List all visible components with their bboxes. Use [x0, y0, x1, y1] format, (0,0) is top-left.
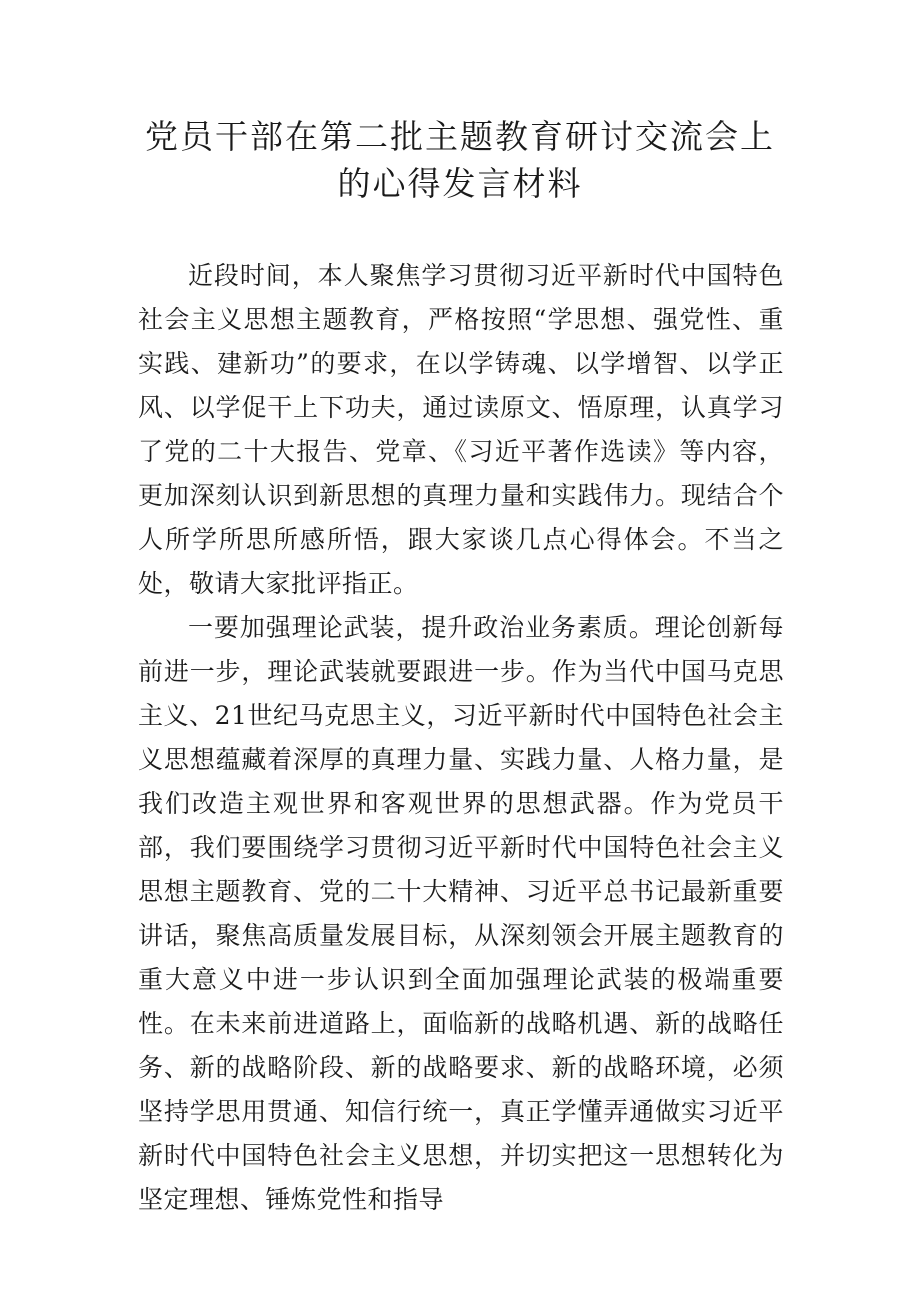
document-title-line-1: 党员干部在第二批主题教育研讨交流会上: [145, 117, 775, 156]
paragraph-point-one: 一要加强理论武装，提升政治业务素质。理论创新每前进一步，理论武装就要跟进一步。作为当代中国马克思主义、21世纪马克思主义，习近平新时代中国特色社会主义思想蕴藏着深厚的真理力量、实践力量、人格力量，是我们改造主观世界和客观世界的思想武器。作为党员干部，我们要围绕学习贯彻习近平新时代中国特色社会主义思想主题教育、党的二十大精神、习近平总书记最新重要讲话，聚焦高质量发展目标，从深刻领会开展主题教育的重大意义中进一步认识到全面加强理论武装的极端重要性。在未来前进道路上，面临新的战略机遇、新的战略任务、新的战略阶段、新的战略要求、新的战略环境，必须坚持学思用贯通、知信行统一，真正学懂弄通做实习近平新时代中国特色社会主义思想，并切实把这一思想转化为坚定理想、锤炼党性和指导: [138, 613, 784, 1214]
document-title-line-2: 的心得发言材料: [337, 164, 583, 203]
document-body: [138, 254, 784, 1222]
paragraph-intro: 近段时间，本人聚焦学习贯彻习近平新时代中国特色社会主义思想主题教育，严格按照“学思想、强党性、重实践、建新功”的要求，在以学铸魂、以学增智、以学正风、以学促干上下功夫，通过读原文、悟原理，认真学习了党的二十大报告、党章、《习近平著作选读》等内容，更加深刻认识到新思想的真理力量和实践伟力。现结合个人所学所思所感所悟，跟大家谈几点心得体会。不当之处，敬请大家批评指正。: [138, 261, 784, 598]
